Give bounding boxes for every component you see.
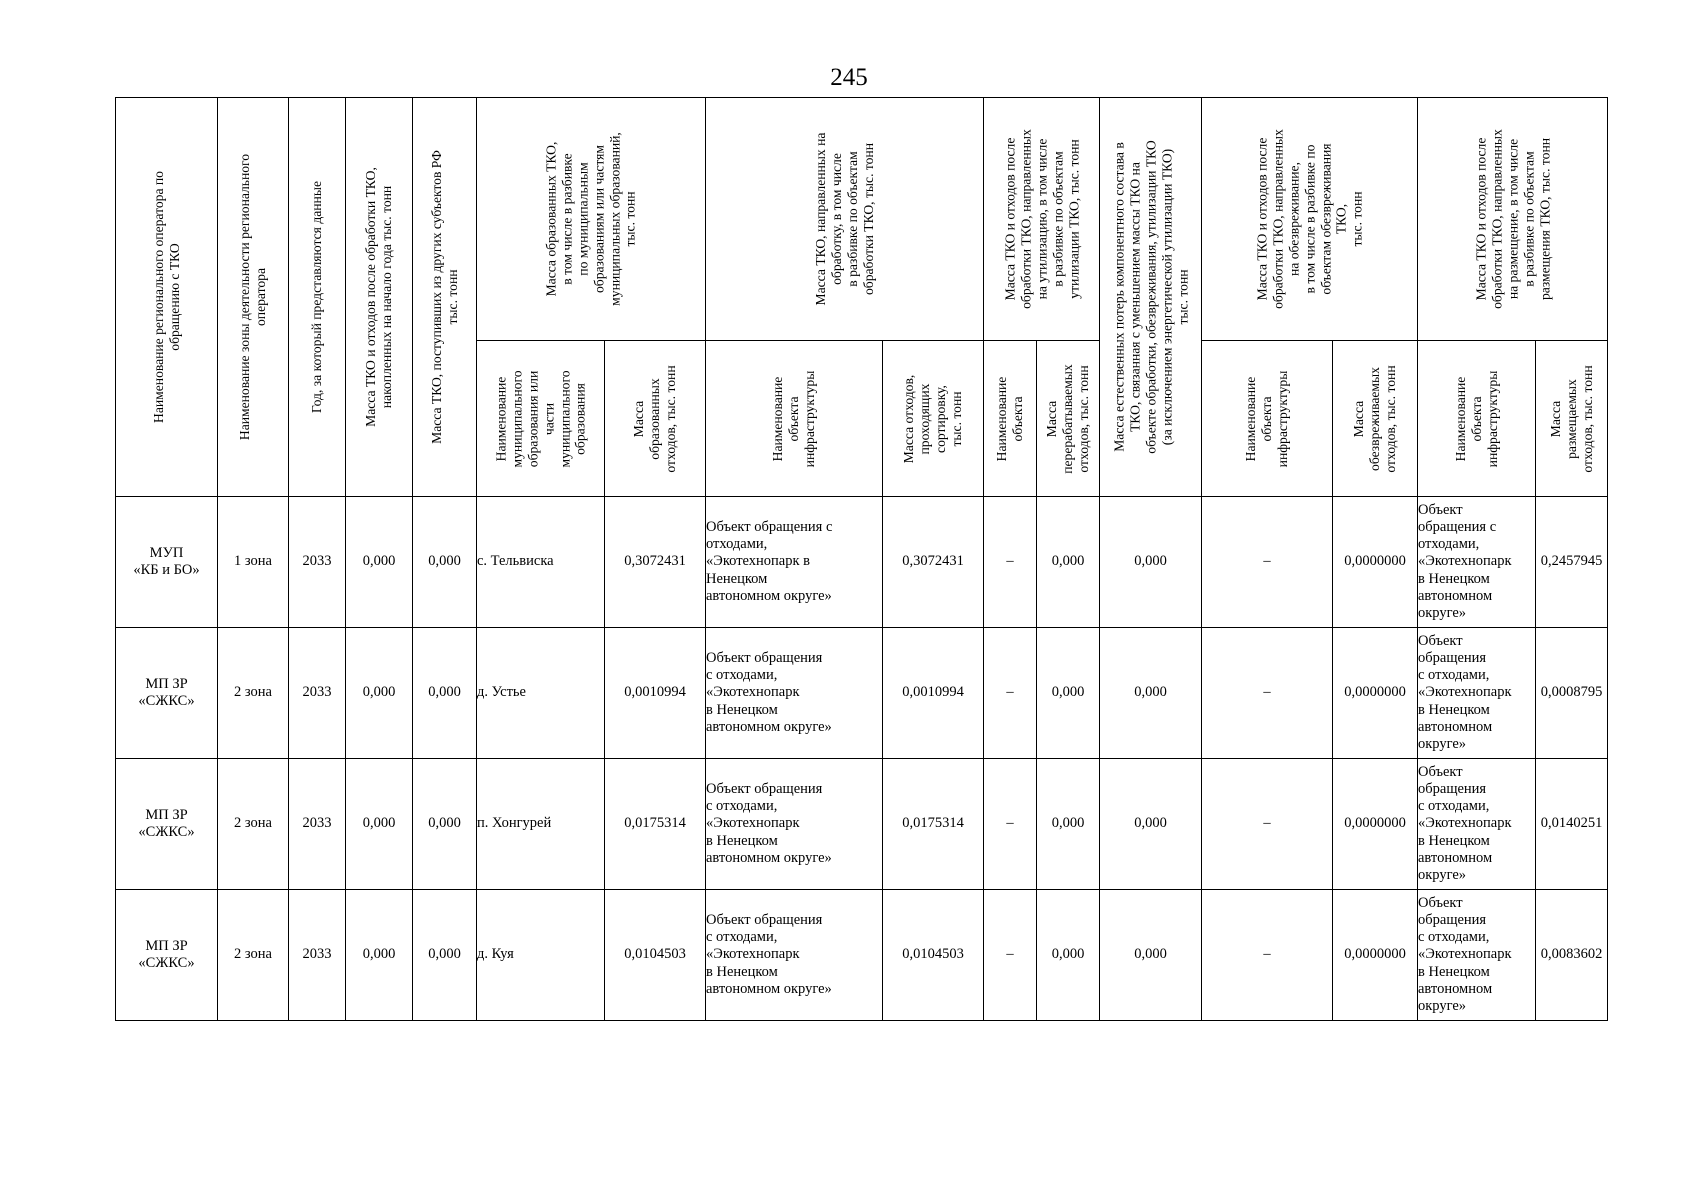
- cell-losses: 0,000: [1100, 890, 1202, 1021]
- header-zone: Наименование зоны деятельности регионального оператора: [218, 98, 289, 497]
- cell-neutralization-mass: 0,0000000: [1333, 497, 1418, 628]
- cell-neutralization-object: –: [1202, 890, 1333, 1021]
- cell-received: 0,000: [413, 890, 477, 1021]
- cell-operator: МУП «КБ и БО»: [116, 497, 218, 628]
- cell-operator: МП ЗР «СЖКС»: [116, 890, 218, 1021]
- header-accumulated: Масса ТКО и отходов после обработки ТКО, накопленных на начало года тыс. тонн: [346, 98, 413, 497]
- header-neutralization-group: Масса ТКО и отходов после обработки ТКО, направленных на обезвреживание, в том числе в разбивке по объектам обезвреживания ТКО, тыс. тонн: [1202, 98, 1418, 341]
- header-neutralization-mass: Масса обезвреживаемых отходов, тыс. тонн: [1333, 341, 1418, 497]
- header-placement-name: Наименование объекта инфраструктуры: [1418, 341, 1536, 497]
- header-placement-group: Масса ТКО и отходов после обработки ТКО, направленных на размещение, в том числе в разбивке по объектам размещения ТКО, тыс. тонн: [1418, 98, 1608, 341]
- cell-utilization-mass: 0,000: [1037, 759, 1100, 890]
- cell-losses: 0,000: [1100, 628, 1202, 759]
- cell-zone: 1 зона: [218, 497, 289, 628]
- page-number: 245: [830, 64, 868, 91]
- cell-processing-object: Объект обращения с отходами, «Экотехнопарк в Ненецком автономном округе»: [706, 890, 883, 1021]
- cell-zone: 2 зона: [218, 890, 289, 1021]
- header-row-top: [116, 98, 1608, 341]
- cell-municipality: с. Тельвиска: [477, 497, 605, 628]
- table-row: [116, 497, 1608, 628]
- cell-operator: МП ЗР «СЖКС»: [116, 628, 218, 759]
- cell-zone: 2 зона: [218, 759, 289, 890]
- header-received: Масса ТКО, поступивших из других субъектов РФ тыс. тонн: [413, 98, 477, 497]
- header-utilization-name: Наименование объекта: [984, 341, 1037, 497]
- cell-neutralization-mass: 0,0000000: [1333, 890, 1418, 1021]
- header-generated-group: Масса образованных ТКО, в том числе в разбивке по муниципальным образованиям или частям муниципальных образований, тыс. тонн: [477, 98, 706, 341]
- header-utilization-group: Масса ТКО и отходов после обработки ТКО, направленных на утилизацию, в том числе в разбивке по объектам утилизации ТКО, тыс. тонн: [984, 98, 1100, 341]
- header-processing-name: Наименование объекта инфраструктуры: [706, 341, 883, 497]
- cell-received: 0,000: [413, 628, 477, 759]
- header-processing-mass: Масса отходов, проходящих сортировку, тыс. тонн: [883, 341, 984, 497]
- cell-processing-mass: 0,0104503: [883, 890, 984, 1021]
- table-row: [116, 759, 1608, 890]
- table-row: [116, 890, 1608, 1021]
- header-generated-mass: Масса образованных отходов, тыс. тонн: [605, 341, 706, 497]
- header-losses: Масса естественных потерь компонентного состава в ТКО, связанная с уменьшением массы ТКО на объекте обработки, обезвреживания, утилизации ТКО (за исключением энергетической утилизации ТКО) тыс. тонн: [1100, 98, 1202, 497]
- cell-municipality: п. Хонгурей: [477, 759, 605, 890]
- cell-year: 2033: [289, 759, 346, 890]
- cell-accumulated: 0,000: [346, 890, 413, 1021]
- cell-placement-object: Объект обращения с отходами, «Экотехнопарк в Ненецком автономном округе»: [1418, 628, 1536, 759]
- cell-losses: 0,000: [1100, 497, 1202, 628]
- cell-accumulated: 0,000: [346, 497, 413, 628]
- cell-generated-mass: 0,3072431: [605, 497, 706, 628]
- cell-processing-mass: 0,3072431: [883, 497, 984, 628]
- cell-generated-mass: 0,0104503: [605, 890, 706, 1021]
- cell-placement-mass: 0,0008795: [1536, 628, 1608, 759]
- table-row: [116, 628, 1608, 759]
- cell-generated-mass: 0,0010994: [605, 628, 706, 759]
- cell-placement-mass: 0,0140251: [1536, 759, 1608, 890]
- cell-utilization-object: –: [984, 497, 1037, 628]
- cell-neutralization-mass: 0,0000000: [1333, 759, 1418, 890]
- header-generated-name: Наименование муниципального образования или части муниципального образования: [477, 341, 605, 497]
- cell-utilization-object: –: [984, 628, 1037, 759]
- cell-processing-mass: 0,0010994: [883, 628, 984, 759]
- cell-operator: МП ЗР «СЖКС»: [116, 759, 218, 890]
- cell-placement-mass: 0,0083602: [1536, 890, 1608, 1021]
- header-year: Год, за который представляются данные: [289, 98, 346, 497]
- cell-neutralization-object: –: [1202, 628, 1333, 759]
- cell-utilization-object: –: [984, 759, 1037, 890]
- cell-year: 2033: [289, 890, 346, 1021]
- cell-placement-object: Объект обращения с отходами, «Экотехнопарк в Ненецком автономном округе»: [1418, 890, 1536, 1021]
- cell-year: 2033: [289, 497, 346, 628]
- cell-placement-object: Объект обращения с отходами, «Экотехнопарк в Ненецком автономном округе»: [1418, 497, 1536, 628]
- header-processing-group: Масса ТКО, направленных на обработку, в том числе в разбивке по объектам обработки ТКО, тыс. тонн: [706, 98, 984, 341]
- cell-placement-mass: 0,2457945: [1536, 497, 1608, 628]
- cell-accumulated: 0,000: [346, 759, 413, 890]
- cell-utilization-mass: 0,000: [1037, 628, 1100, 759]
- cell-placement-object: Объект обращения с отходами, «Экотехнопарк в Ненецком автономном округе»: [1418, 759, 1536, 890]
- cell-neutralization-mass: 0,0000000: [1333, 628, 1418, 759]
- cell-accumulated: 0,000: [346, 628, 413, 759]
- cell-zone: 2 зона: [218, 628, 289, 759]
- cell-received: 0,000: [413, 759, 477, 890]
- cell-received: 0,000: [413, 497, 477, 628]
- cell-municipality: д. Устье: [477, 628, 605, 759]
- cell-processing-mass: 0,0175314: [883, 759, 984, 890]
- cell-municipality: д. Куя: [477, 890, 605, 1021]
- cell-utilization-mass: 0,000: [1037, 497, 1100, 628]
- cell-neutralization-object: –: [1202, 759, 1333, 890]
- cell-processing-object: Объект обращения с отходами, «Экотехнопарк в Ненецком автономном округе»: [706, 628, 883, 759]
- header-operator: Наименование регионального оператора по обращению с ТКО: [116, 98, 218, 497]
- cell-processing-object: Объект обращения с отходами, «Экотехнопарк в Ненецком автономном округе»: [706, 759, 883, 890]
- cell-utilization-mass: 0,000: [1037, 890, 1100, 1021]
- cell-losses: 0,000: [1100, 759, 1202, 890]
- waste-mass-table: [115, 97, 1608, 1021]
- cell-neutralization-object: –: [1202, 497, 1333, 628]
- header-neutralization-name: Наименование объекта инфраструктуры: [1202, 341, 1333, 497]
- header-placement-mass: Масса размещаемых отходов, тыс. тонн: [1536, 341, 1608, 497]
- cell-year: 2033: [289, 628, 346, 759]
- header-utilization-mass: Масса перерабатываемых отходов, тыс. тонн: [1037, 341, 1100, 497]
- cell-processing-object: Объект обращения с отходами, «Экотехнопарк в Ненецком автономном округе»: [706, 497, 883, 628]
- cell-utilization-object: –: [984, 890, 1037, 1021]
- cell-generated-mass: 0,0175314: [605, 759, 706, 890]
